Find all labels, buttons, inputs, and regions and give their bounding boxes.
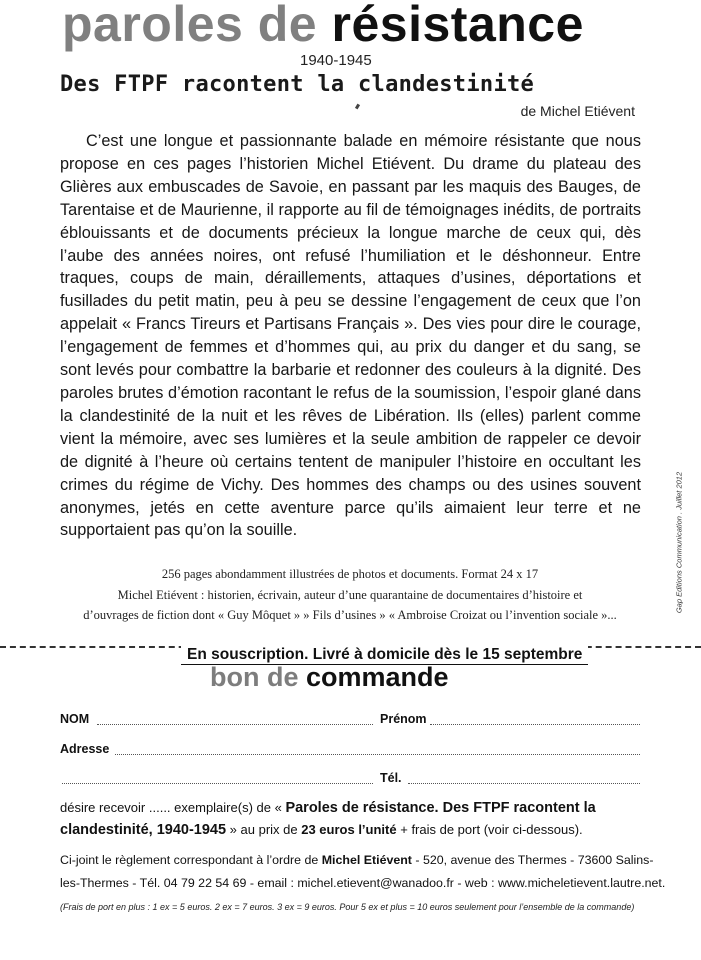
payment-text: Ci-joint le règlement correspondant à l’ordre de bbox=[60, 853, 319, 867]
publisher-credit bbox=[672, 470, 686, 620]
years: 1940-1945 bbox=[300, 52, 372, 69]
payee-name: Michel Etiévent bbox=[321, 853, 412, 867]
adresse-label: Adresse bbox=[60, 742, 110, 756]
order-quantity-line bbox=[60, 800, 596, 816]
tel-field[interactable] bbox=[408, 783, 640, 784]
shipping-note: + frais de port (voir ci-dessous). bbox=[400, 822, 583, 837]
order-title-part1: bon de bbox=[210, 662, 299, 692]
order-price-line bbox=[60, 822, 583, 838]
book-title-ref-2: clandestinité, 1940-1945 bbox=[60, 822, 227, 838]
book-pages-format: 256 pages abondamment illustrées de photos et documents. Format 24 x 17 bbox=[161, 567, 539, 581]
author: de Michel Etiévent bbox=[520, 103, 635, 119]
price-prefix: » au prix de bbox=[229, 822, 298, 837]
shipping-costs: (Frais de port en plus : 1 ex = 5 euros. 2 ex = 7 euros. 3 ex = 9 euros. Pour 5 ex et plus = 10 euros seulement pour l’ensemble de la commande) bbox=[60, 902, 635, 912]
payment-line-1 bbox=[60, 853, 653, 867]
description-text bbox=[60, 130, 641, 542]
order-title-part2: commande bbox=[306, 662, 449, 692]
nom-field[interactable] bbox=[97, 724, 373, 725]
prenom-label: Prénom bbox=[380, 712, 427, 726]
author-bio: Michel Etiévent : historien, écrivain, auteur d’une quarantaine de documentaires d’histoire et bbox=[117, 588, 583, 602]
subtitle: Des FTPF racontent la clandestinité bbox=[60, 72, 535, 97]
payment-line-2: les-Thermes - Tél. 04 79 22 54 69 - email : michel.etievent@wanadoo.fr - web : www.micheletievent.lautre.net. bbox=[60, 876, 666, 890]
prenom-field[interactable] bbox=[430, 724, 640, 725]
description-paragraph: C’est une longue et passionnante balade en mémoire résistante que nous propose en ces pages l’historien Michel Etiévent. Du drame du plateau des Glières aux embuscades de Savoie, en passant par les maquis des Bauges, de Tarentaise et de Maurienne, il rapporte au fil de témoignages inédits, de portraits éblouissants et de documents précieux la longue marche de ceux qui, dès l’aube des années noires, ont refusé l’humiliation et le déshonneur. Entre traques, coups de main, déraillements, attaques d’usines, déportations et fusillades du petit matin, peu à peu se dessine l’engagement de ceux que l’on appelait « Francs Tireurs et Partisans Français ». Des vies pour dire le courage, l’engagement de femmes et d’hommes qui, au prix du danger et du sang, se sont levés pour combattre la barbarie et redonner des couleurs à la dignité. Des paroles brutes d’émotion racontant le refus de la soumission, l’espoir glané dans la clandestinité de la nuit et les rêves de Libération. Ils (elles) parlent comme vient la mémoire, avec ses lumières et la seule ambition de rappeler ce devoir de dignité à l’heure où certains tentent de manipuler l’histoire en occultant les crimes du régime de Vichy. Des hommes des champs ou des usines souvent anonymes, jetés en cette aventure parce qu’ils aimaient leur terre et ne supportaient pas qu’on la souille. bbox=[60, 132, 641, 540]
tel-label: Tél. bbox=[380, 771, 402, 785]
unit-price: 23 euros l’unité bbox=[301, 822, 397, 837]
adresse-field-line2[interactable] bbox=[62, 783, 373, 784]
nom-label: NOM bbox=[60, 712, 90, 726]
title-part-paroles: paroles de bbox=[62, 0, 318, 52]
publisher-credit-text: Gap Editions Communication . Juillet 2012 bbox=[674, 471, 684, 614]
stray-mark bbox=[355, 104, 360, 110]
adresse-field[interactable] bbox=[115, 754, 640, 755]
desire-text: désire recevoir ...... exemplaire(s) de « bbox=[60, 800, 282, 815]
book-title-ref: Paroles de résistance. Des FTPF racontent la bbox=[285, 800, 596, 816]
title-part-resistance: résistance bbox=[331, 0, 584, 52]
page-title bbox=[62, 0, 584, 54]
author-works: d’ouvrages de fiction dont « Guy Môquet » » Fils d’usines » « Ambroise Croizat ou l’invention sociale »... bbox=[83, 608, 617, 622]
payee-address: - 520, avenue des Thermes - 73600 Salins- bbox=[415, 853, 654, 867]
order-form-title bbox=[210, 662, 449, 693]
subscription-banner: En souscription. Livré à domicile dès le 15 septembre bbox=[181, 646, 588, 665]
